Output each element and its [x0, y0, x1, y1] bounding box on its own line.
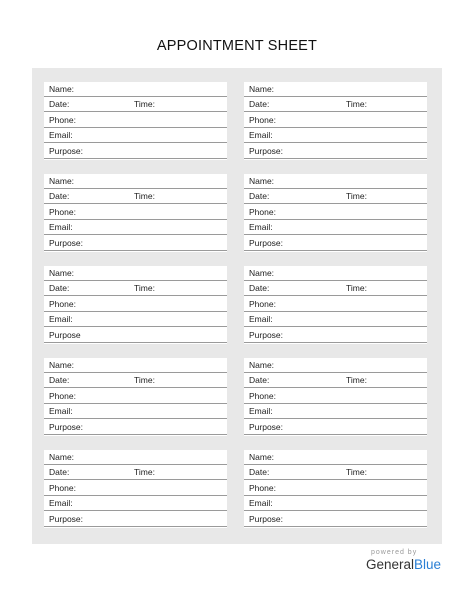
time-label: Time: — [134, 99, 155, 109]
purpose-field[interactable] — [244, 328, 427, 343]
powered-by-text: powered by — [371, 549, 418, 556]
name-label: Name: — [49, 268, 75, 278]
email-field[interactable] — [44, 220, 227, 235]
phone-field[interactable] — [44, 297, 227, 312]
brand-name-part1: General — [366, 557, 415, 572]
appointment-block — [44, 266, 227, 344]
purpose-field[interactable] — [44, 328, 227, 343]
appointment-block — [244, 358, 427, 436]
email-label: Email: — [49, 314, 73, 324]
purpose-field[interactable] — [44, 236, 227, 251]
time-label: Time: — [346, 191, 367, 201]
phone-field[interactable] — [244, 481, 427, 496]
appointment-block — [244, 450, 427, 528]
email-field[interactable] — [244, 496, 427, 511]
name-label: Name: — [249, 360, 275, 370]
phone-field[interactable] — [244, 297, 427, 312]
page-title: APPOINTMENT SHEET — [156, 38, 318, 54]
name-label: Name: — [249, 84, 275, 94]
email-label: Email: — [249, 406, 273, 416]
phone-field[interactable] — [244, 389, 427, 404]
email-label: Email: — [49, 406, 73, 416]
date-time-field[interactable] — [244, 281, 427, 296]
phone-label: Phone: — [49, 483, 76, 493]
date-time-field[interactable] — [244, 97, 427, 112]
appointment-block — [244, 266, 427, 344]
name-field[interactable] — [244, 174, 427, 189]
purpose-field[interactable] — [44, 512, 227, 527]
phone-field[interactable] — [44, 205, 227, 220]
purpose-label: Purpose: — [49, 422, 84, 432]
purpose-field[interactable] — [244, 144, 427, 159]
phone-label: Phone: — [249, 299, 276, 309]
name-label: Name: — [49, 84, 75, 94]
date-time-field[interactable] — [44, 97, 227, 112]
date-time-field[interactable] — [44, 189, 227, 204]
purpose-label: Purpose: — [249, 330, 284, 340]
name-field[interactable] — [244, 266, 427, 281]
purpose-field[interactable] — [44, 144, 227, 159]
phone-label: Phone: — [49, 299, 76, 309]
email-label: Email: — [49, 222, 73, 232]
purpose-field[interactable] — [244, 236, 427, 251]
appointment-block — [244, 82, 427, 160]
purpose-label: Purpose: — [49, 146, 84, 156]
phone-label: Phone: — [49, 207, 76, 217]
time-label: Time: — [346, 375, 367, 385]
email-field[interactable] — [244, 404, 427, 419]
date-time-field[interactable] — [44, 373, 227, 388]
name-field[interactable] — [44, 266, 227, 281]
date-time-field[interactable] — [244, 465, 427, 480]
purpose-label: Purpose — [49, 330, 81, 340]
name-field[interactable] — [44, 82, 227, 97]
name-field[interactable] — [44, 174, 227, 189]
phone-label: Phone: — [249, 391, 276, 401]
email-field[interactable] — [244, 220, 427, 235]
purpose-field[interactable] — [44, 420, 227, 435]
name-field[interactable] — [44, 358, 227, 373]
date-label: Date: — [49, 99, 70, 109]
appointment-block — [44, 358, 227, 436]
email-field[interactable] — [244, 312, 427, 327]
appointment-block — [44, 82, 227, 160]
name-field[interactable] — [44, 450, 227, 465]
date-label: Date: — [249, 191, 270, 201]
phone-field[interactable] — [44, 389, 227, 404]
time-label: Time: — [134, 467, 155, 477]
name-label: Name: — [49, 360, 75, 370]
date-time-field[interactable] — [244, 373, 427, 388]
email-field[interactable] — [244, 128, 427, 143]
purpose-label: Purpose: — [249, 238, 284, 248]
generalblue-logo[interactable] — [366, 557, 441, 572]
date-label: Date: — [249, 375, 270, 385]
time-label: Time: — [134, 191, 155, 201]
purpose-field[interactable] — [244, 512, 427, 527]
email-label: Email: — [49, 498, 73, 508]
phone-label: Phone: — [49, 115, 76, 125]
time-label: Time: — [346, 467, 367, 477]
appointment-block — [44, 174, 227, 252]
date-time-field[interactable] — [244, 189, 427, 204]
name-field[interactable] — [244, 358, 427, 373]
email-field[interactable] — [44, 404, 227, 419]
time-label: Time: — [346, 99, 367, 109]
email-label: Email: — [249, 222, 273, 232]
email-field[interactable] — [44, 128, 227, 143]
phone-field[interactable] — [244, 205, 427, 220]
appointment-block — [244, 174, 427, 252]
phone-label: Phone: — [249, 115, 276, 125]
name-label: Name: — [49, 452, 75, 462]
email-label: Email: — [249, 130, 273, 140]
date-label: Date: — [249, 283, 270, 293]
date-time-field[interactable] — [44, 281, 227, 296]
name-field[interactable] — [244, 450, 427, 465]
name-field[interactable] — [244, 82, 427, 97]
phone-label: Phone: — [249, 207, 276, 217]
name-label: Name: — [249, 452, 275, 462]
phone-label: Phone: — [249, 483, 276, 493]
phone-field[interactable] — [44, 113, 227, 128]
purpose-label: Purpose: — [249, 146, 284, 156]
phone-label: Phone: — [49, 391, 76, 401]
date-label: Date: — [249, 467, 270, 477]
time-label: Time: — [346, 283, 367, 293]
appointment-block — [44, 450, 227, 528]
purpose-field[interactable] — [244, 420, 427, 435]
purpose-label: Purpose: — [49, 238, 84, 248]
name-label: Name: — [49, 176, 75, 186]
date-label: Date: — [49, 191, 70, 201]
date-label: Date: — [49, 467, 70, 477]
email-label: Email: — [249, 314, 273, 324]
email-field[interactable] — [44, 312, 227, 327]
purpose-label: Purpose: — [249, 422, 284, 432]
time-label: Time: — [134, 283, 155, 293]
purpose-label: Purpose: — [49, 514, 84, 524]
phone-field[interactable] — [244, 113, 427, 128]
brand-name-part2: Blue — [414, 557, 442, 572]
email-label: Email: — [49, 130, 73, 140]
date-label: Date: — [49, 283, 70, 293]
name-label: Name: — [249, 268, 275, 278]
phone-field[interactable] — [44, 481, 227, 496]
date-time-field[interactable] — [44, 465, 227, 480]
appointment-panel — [32, 68, 442, 544]
date-label: Date: — [49, 375, 70, 385]
purpose-label: Purpose: — [249, 514, 284, 524]
time-label: Time: — [134, 375, 155, 385]
email-field[interactable] — [44, 496, 227, 511]
email-label: Email: — [249, 498, 273, 508]
date-label: Date: — [249, 99, 270, 109]
name-label: Name: — [249, 176, 275, 186]
